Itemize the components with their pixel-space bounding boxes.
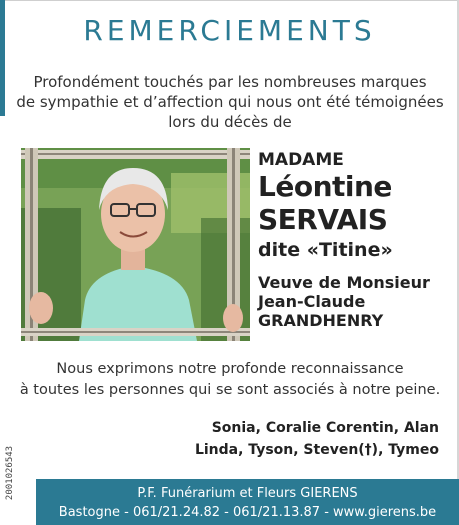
page-title: REMERCIEMENTS bbox=[83, 14, 376, 47]
footer-line-1: P.F. Funérarium et Fleurs GIERENS bbox=[137, 486, 358, 501]
portrait-illustration bbox=[21, 148, 250, 341]
deceased-info bbox=[258, 150, 453, 330]
intro-line-1: Profondément touchés par les nombreuses marques bbox=[33, 73, 427, 91]
family-line-2: Linda, Tyson, Steven(†), Tymeo bbox=[194, 442, 439, 458]
intro-line-3: lors du décès de bbox=[168, 113, 292, 131]
widow-line-3: GRANDHENRY bbox=[258, 311, 384, 330]
widow-of bbox=[258, 273, 453, 330]
widow-line-2: Jean-Claude bbox=[258, 292, 366, 311]
first-name: Léontine bbox=[258, 170, 392, 203]
thanks-text bbox=[6, 359, 454, 401]
top-border bbox=[0, 0, 459, 1]
last-name: SERVAIS bbox=[258, 203, 388, 236]
intro-line-2: de sympathie et d’affection qui nous ont été témoignées bbox=[16, 93, 444, 111]
nickname: dite «Titine» bbox=[258, 239, 393, 261]
thanks-line-2: à toutes les personnes qui se sont associés à notre peine. bbox=[19, 382, 441, 398]
thanks-line-1: Nous exprimons notre profonde reconnaissance bbox=[56, 361, 404, 377]
portrait-photo bbox=[21, 148, 250, 341]
family-line-1: Sonia, Coralie Corentin, Alan bbox=[211, 420, 439, 436]
salutation: MADAME bbox=[258, 150, 344, 170]
widow-line-1: Veuve de Monsieur bbox=[258, 273, 430, 292]
footer-line-2: Bastogne - 061/21.24.82 - 061/21.13.87 - www.gierens.be bbox=[58, 505, 437, 520]
family-signature bbox=[39, 417, 439, 461]
intro-text bbox=[10, 72, 450, 132]
funeral-home-footer bbox=[36, 479, 459, 525]
reference-code: 2001026543 bbox=[5, 445, 15, 501]
